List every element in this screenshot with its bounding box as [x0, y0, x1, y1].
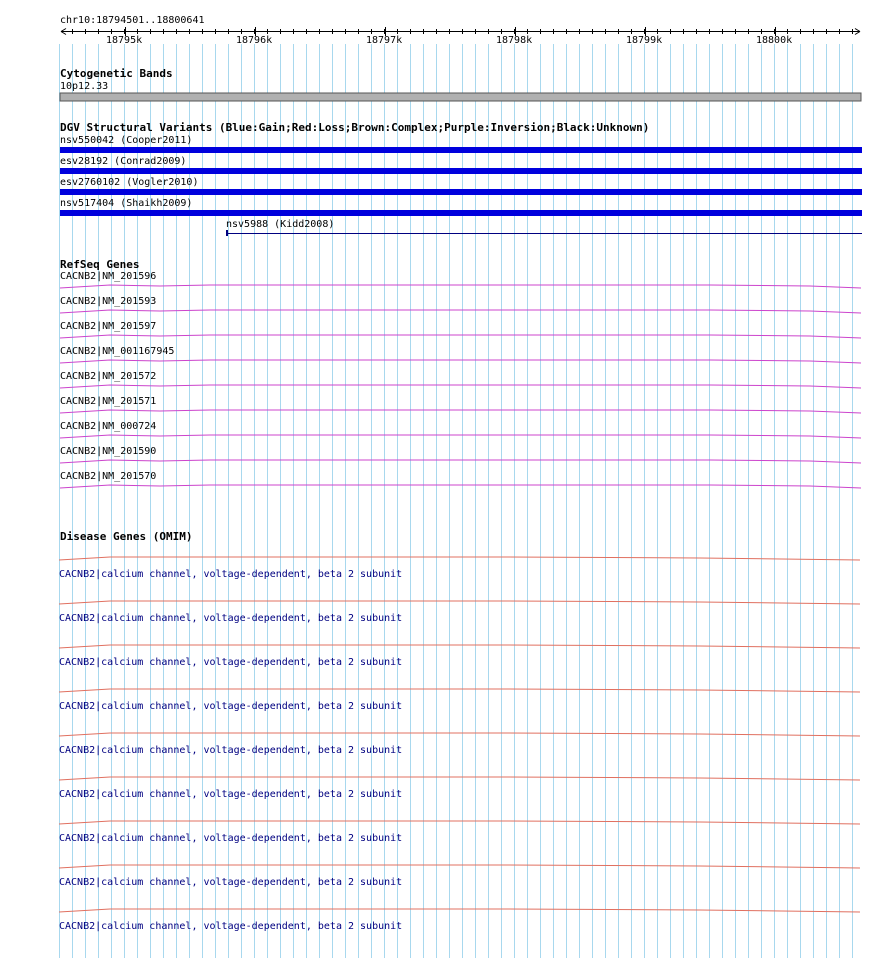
- dgv-variant-label[interactable]: esv28192 (Conrad2009): [60, 156, 187, 167]
- dgv-variant-bar: [60, 210, 862, 216]
- dgv-variant-bar: [60, 189, 862, 195]
- ruler-tick-label: 18798k: [496, 35, 533, 46]
- omim-gene-label[interactable]: CACNB2|calcium channel, voltage-dependent, beta 2 subunit: [59, 701, 403, 712]
- omim-gene-label[interactable]: CACNB2|calcium channel, voltage-dependent, beta 2 subunit: [59, 613, 403, 624]
- refseq-gene-label[interactable]: CACNB2|NM_201571: [60, 396, 157, 407]
- omim-gene-label[interactable]: CACNB2|calcium channel, voltage-dependent, beta 2 subunit: [59, 745, 403, 756]
- omim-gene-line: [59, 689, 860, 692]
- cytoband-label[interactable]: 10p12.33: [60, 81, 109, 92]
- omim-gene-label[interactable]: CACNB2|calcium channel, voltage-dependent, beta 2 subunit: [59, 657, 403, 668]
- omim-gene-label[interactable]: CACNB2|calcium channel, voltage-dependent, beta 2 subunit: [59, 921, 403, 932]
- omim-gene-line: [59, 865, 860, 868]
- omim-gene-label[interactable]: CACNB2|calcium channel, voltage-dependent, beta 2 subunit: [59, 569, 403, 580]
- refseq-track-title: RefSeq Genes: [60, 258, 140, 271]
- omim-gene-line: [59, 777, 860, 780]
- ruler-tick-label: 18799k: [626, 35, 663, 46]
- refseq-gene-line: [60, 410, 861, 413]
- dgv-variant-label[interactable]: nsv517404 (Shaikh2009): [60, 198, 193, 209]
- omim-gene-line: [59, 733, 860, 736]
- refseq-gene-line: [60, 460, 861, 463]
- refseq-gene-label[interactable]: CACNB2|NM_201596: [60, 271, 157, 282]
- dgv-track-title: DGV Structural Variants (Blue:Gain;Red:Loss;Brown:Complex;Purple:Inversion;Black:Unknown): [60, 121, 650, 134]
- dgv-variant-bar: [60, 168, 862, 174]
- dgv-variant-label[interactable]: nsv550042 (Cooper2011): [60, 135, 193, 146]
- refseq-gene-label[interactable]: CACNB2|NM_201597: [60, 321, 157, 332]
- dgv-variant-label[interactable]: esv2760102 (Vogler2010): [60, 177, 199, 188]
- ruler-tick-label: 18796k: [236, 35, 273, 46]
- refseq-gene-label[interactable]: CACNB2|NM_201572: [60, 371, 157, 382]
- refseq-gene-label[interactable]: CACNB2|NM_001167945: [60, 346, 175, 357]
- refseq-gene-line: [60, 285, 861, 288]
- refseq-gene-line: [60, 485, 861, 488]
- refseq-gene-line: [60, 385, 861, 388]
- ruler-tick-label: 18797k: [366, 35, 403, 46]
- ruler-tick-label: 18795k: [106, 35, 143, 46]
- omim-gene-label[interactable]: CACNB2|calcium channel, voltage-dependent, beta 2 subunit: [59, 833, 403, 844]
- refseq-gene-label[interactable]: CACNB2|NM_201590: [60, 446, 157, 457]
- dgv-variant-label[interactable]: nsv5988 (Kidd2008): [226, 219, 335, 230]
- refseq-gene-line: [60, 360, 861, 363]
- refseq-gene-label[interactable]: CACNB2|NM_201570: [60, 471, 157, 482]
- omim-gene-label[interactable]: CACNB2|calcium channel, voltage-dependent, beta 2 subunit: [59, 789, 403, 800]
- omim-gene-line: [59, 557, 860, 560]
- omim-gene-line: [59, 909, 860, 912]
- refseq-gene-line: [60, 435, 861, 438]
- omim-gene-line: [59, 601, 860, 604]
- omim-gene-line: [59, 645, 860, 648]
- refseq-gene-line: [60, 335, 861, 338]
- omim-gene-line: [59, 821, 860, 824]
- refseq-gene-label[interactable]: CACNB2|NM_000724: [60, 421, 157, 432]
- refseq-gene-line: [60, 310, 861, 313]
- dgv-variant-bar: [60, 147, 862, 153]
- ruler-location: chr10:18794501..18800641: [60, 15, 205, 26]
- refseq-gene-label[interactable]: CACNB2|NM_201593: [60, 296, 157, 307]
- ruler-tick-label: 18800k: [756, 35, 793, 46]
- omim-gene-label[interactable]: CACNB2|calcium channel, voltage-dependent, beta 2 subunit: [59, 877, 403, 888]
- omim-track-title: Disease Genes (OMIM): [60, 530, 193, 543]
- cytoband-bar: [60, 93, 861, 101]
- cytoband-track-title: Cytogenetic Bands: [60, 67, 173, 80]
